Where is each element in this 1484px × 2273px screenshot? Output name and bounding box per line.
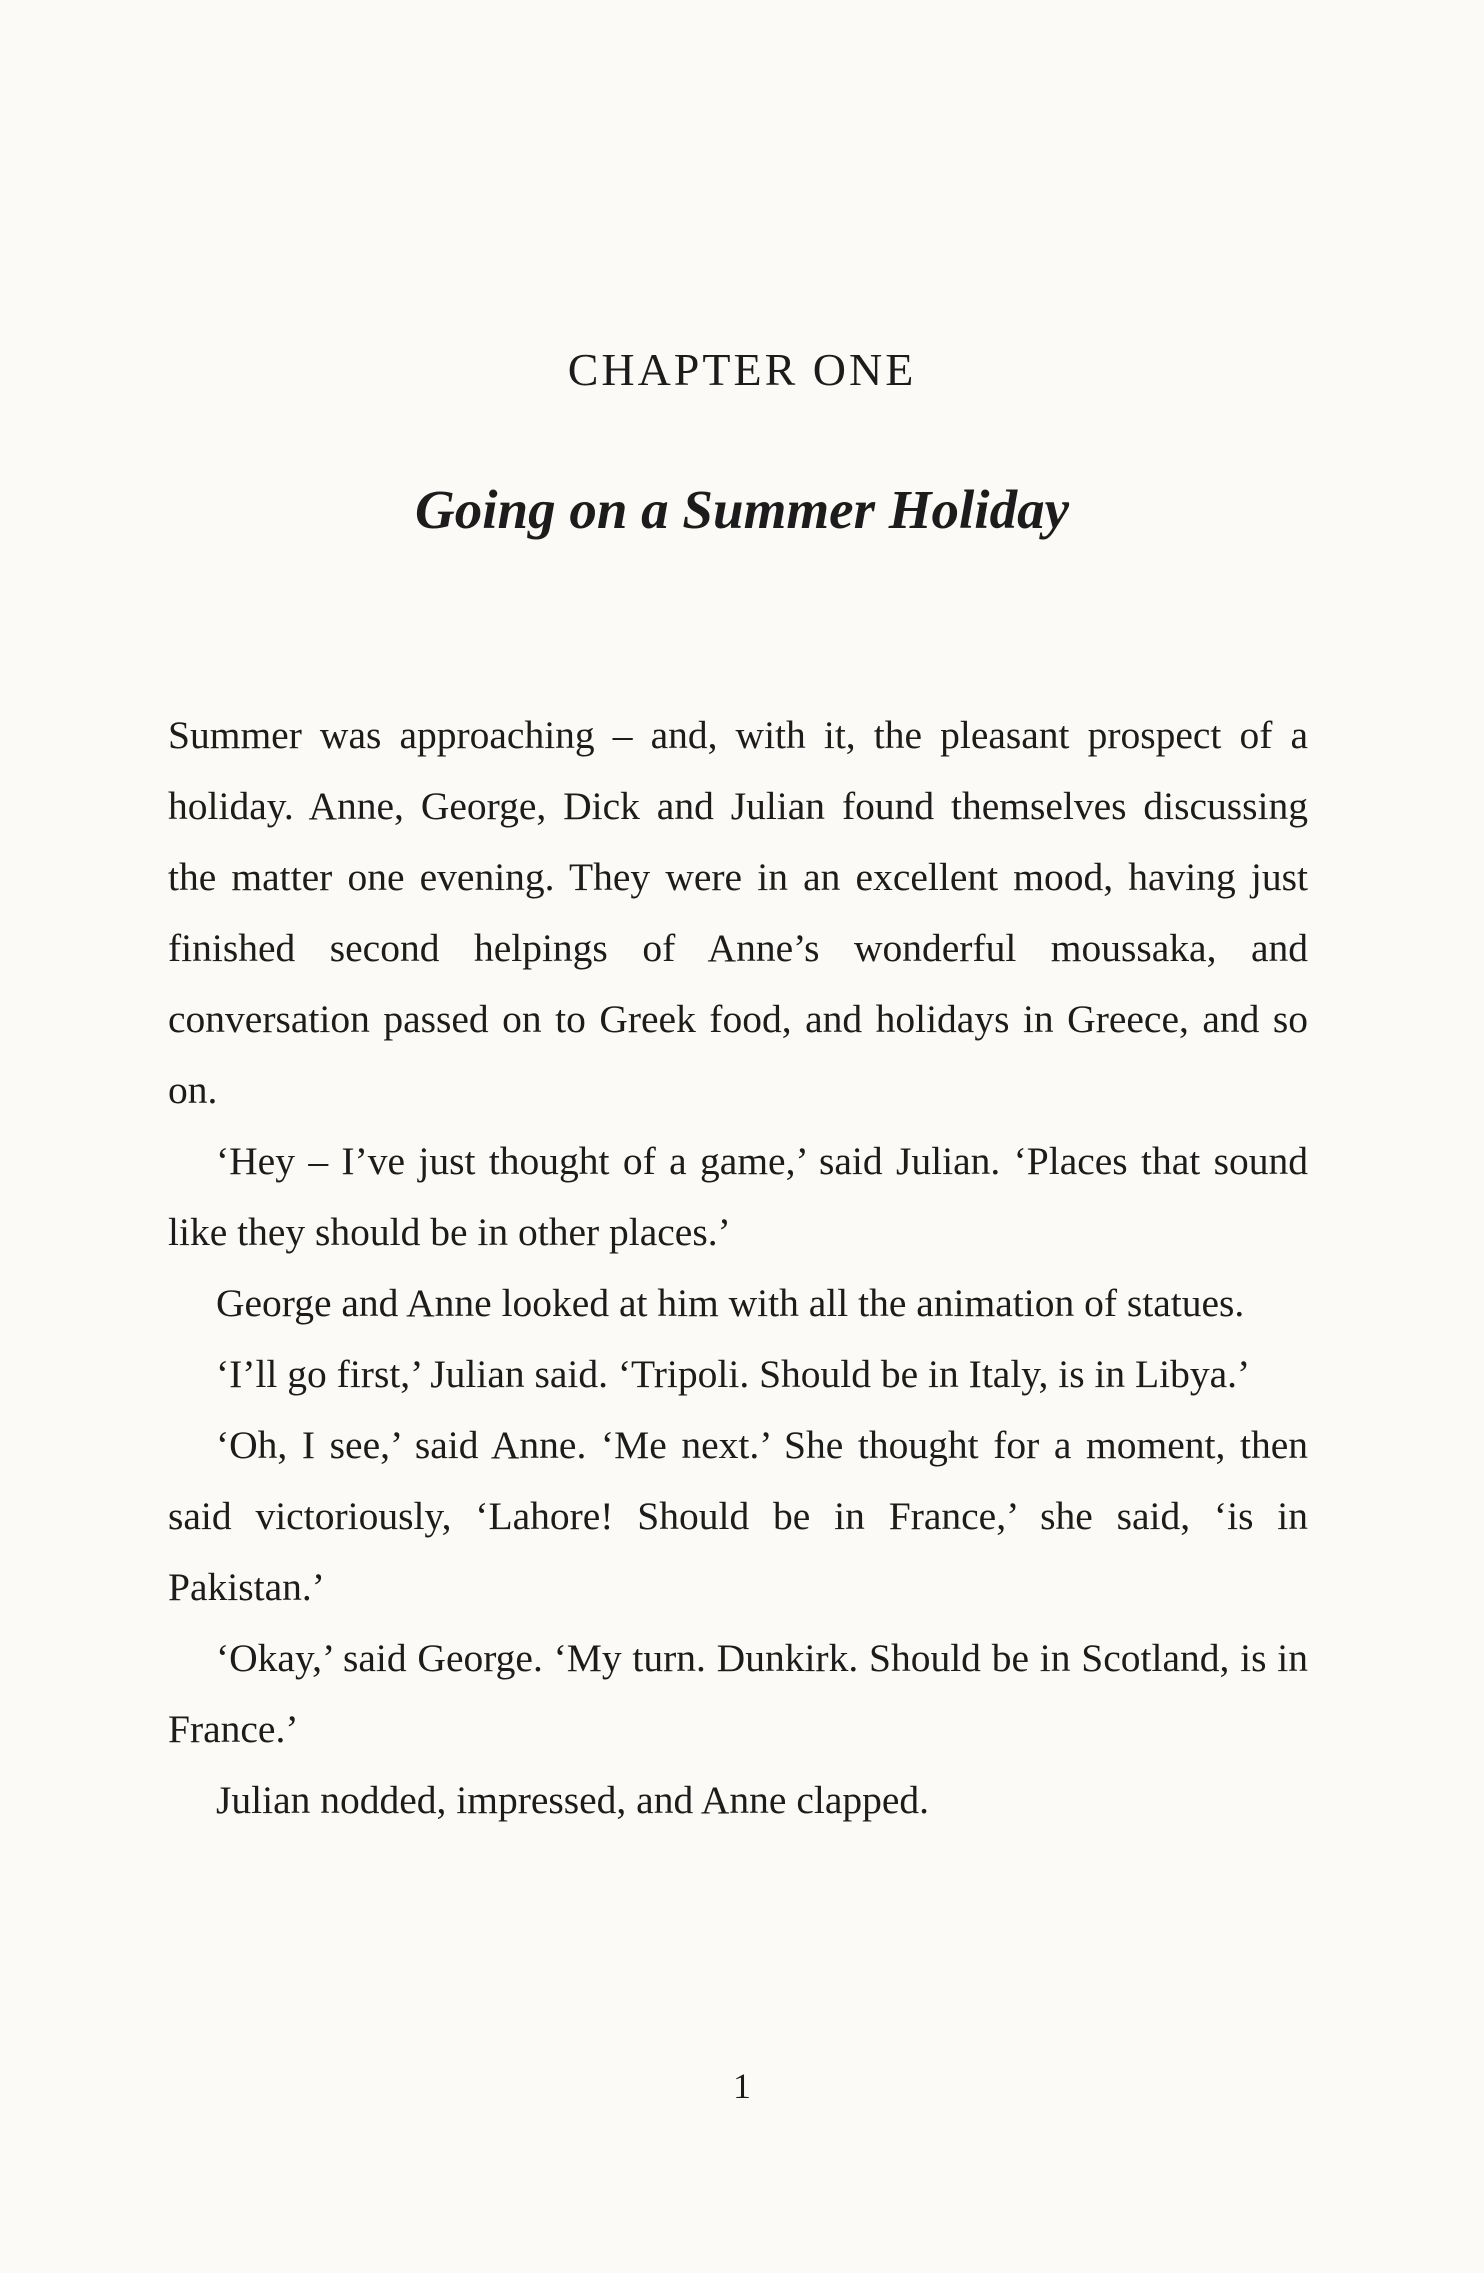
paragraph: ‘Okay,’ said George. ‘My turn. Dunkirk. Should be in Scotland, is in France.’ [168, 1636, 1308, 1751]
paragraph: Summer was approaching – and, with it, the pleasant prospect of a holiday. Anne, George, Dick and Julian found themselves discussing the matter one evening. They were in an excellent mood, having just finished second helpings of Anne’s wonderful moussaka, and conversation passed on to Greek food, and holidays in Greece, and so on. [168, 713, 1308, 1112]
paragraph: ‘Hey – I’ve just thought of a game,’ said Julian. ‘Places that sound like they should be in other places.’ [168, 1139, 1308, 1254]
page-number: 1 [733, 2066, 751, 2106]
chapter-number: CHAPTER ONE [567, 344, 917, 395]
chapter-title: Going on a Summer Holiday [415, 479, 1069, 540]
chapter-body [168, 700, 1308, 1836]
paragraph: Julian nodded, impressed, and Anne clapped. [216, 1778, 930, 1822]
paragraph: ‘I’ll go first,’ Julian said. ‘Tripoli. Should be in Italy, is in Libya.’ [216, 1352, 1251, 1396]
paragraph: ‘Oh, I see,’ said Anne. ‘Me next.’ She thought for a moment, then said victoriously, ‘Lahore! Should be in France,’ she said, ‘is in Pakistan.’ [168, 1423, 1308, 1609]
paragraph: George and Anne looked at him with all the animation of statues. [216, 1281, 1245, 1325]
